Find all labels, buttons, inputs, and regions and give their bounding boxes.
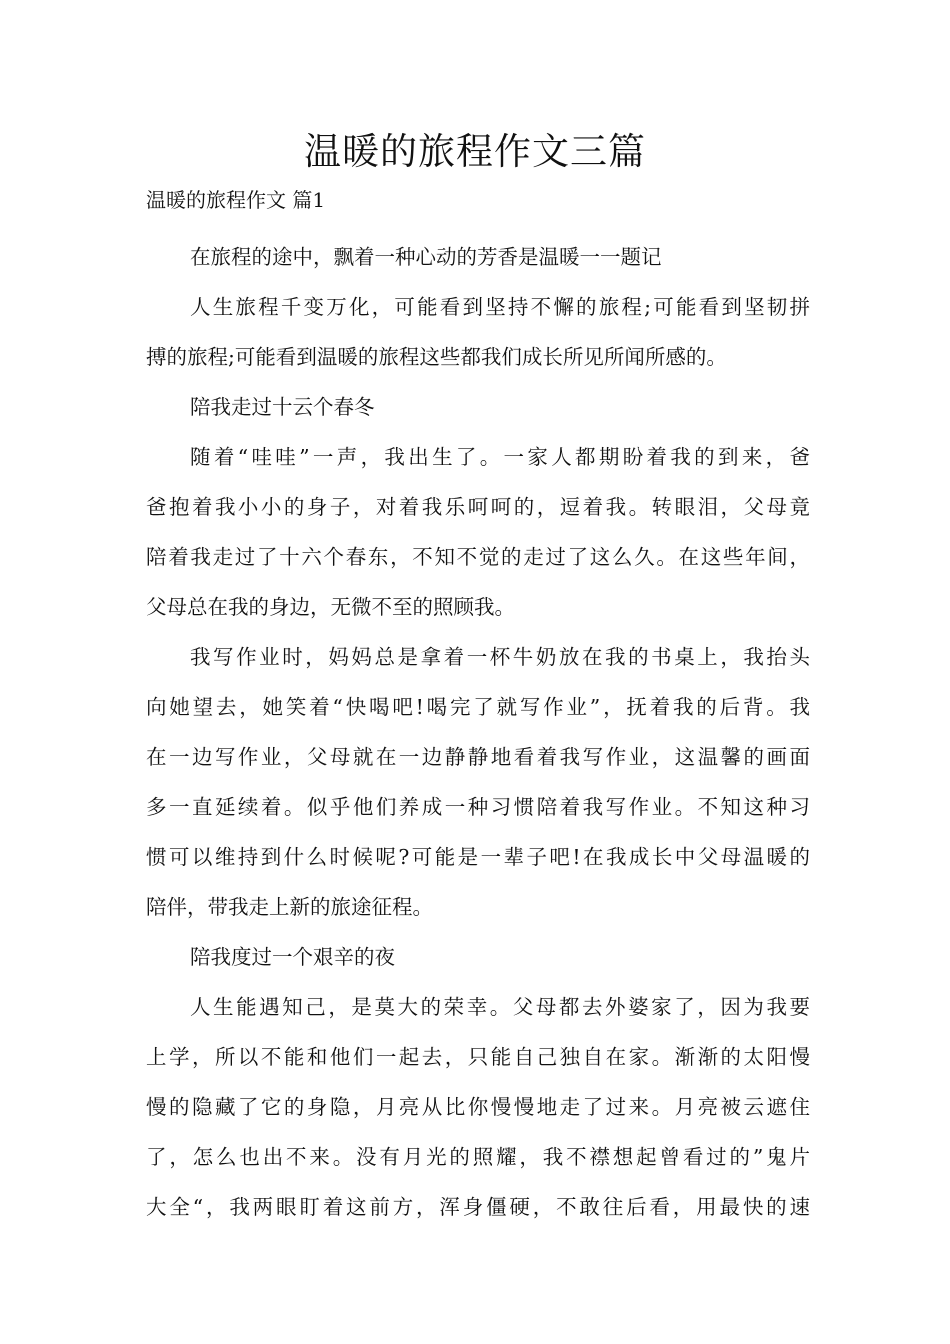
text-line: 陪伴，带我走上新的旅途征程。 [146, 895, 433, 919]
text-line: 父母总在我的身边，无微不至的照顾我。 [146, 595, 515, 619]
text-line: 了，怎么也出不来。没有月光的照耀，我不襟想起曾看过的”鬼片 [146, 1145, 810, 1169]
text-line: 大全“，我两眼盯着这前方，浑身僵硬，不敢往后看，用最快的速 [146, 1195, 810, 1219]
text-line: 搏的旅程;可能看到温暖的旅程这些都我们成长所见所闻所感的。 [146, 345, 727, 369]
document-title: 温暖的旅程作文三篇 [304, 130, 646, 173]
text-line: 多一直延续着。似乎他们养成一种习惯陪着我写作业。不知这种习 [146, 795, 810, 819]
text-line: 陪着我走过了十六个春东，不知不觉的走过了这么久。在这些年间， [146, 545, 810, 569]
document-body [146, 232, 810, 1232]
text-line: 陪我走过十云个春冬 [190, 395, 375, 419]
text-line: 慢的隐藏了它的身隐，月亮从比你慢慢地走了过来。月亮被云遮住 [146, 1095, 810, 1119]
text-line: 向她望去，她笑着“快喝吧!喝完了就写作业”，抚着我的后背。我 [146, 695, 810, 719]
text-line: 陪我度过一个艰辛的夜 [190, 945, 395, 969]
text-line: 人生旅程千变万化，可能看到坚持不懈的旅程;可能看到坚韧拼 [190, 295, 810, 319]
text-line: 人生能遇知己，是莫大的荣幸。父母都去外婆家了，因为我要 [190, 995, 810, 1019]
text-line: 爸抱着我小小的身子，对着我乐呵呵的，逗着我。转眼泪，父母竟 [146, 495, 810, 519]
text-line: 我写作业时，妈妈总是拿着一杯牛奶放在我的书桌上，我抬头 [190, 645, 810, 669]
text-line: 随着“哇哇”一声，我出生了。一家人都期盼着我的到来，爸 [190, 445, 810, 469]
text-line: 惯可以维持到什么时候呢?可能是一辈子吧!在我成长中父母温暖的 [146, 845, 810, 869]
text-line: 上学，所以不能和他们一起去，只能自己独自在家。渐渐的太阳慢 [146, 1045, 810, 1069]
document-subtitle: 温暖的旅程作文 篇1 [146, 188, 326, 212]
text-line: 在一边写作业，父母就在一边静静地看着我写作业，这温馨的画面 [146, 745, 810, 769]
text-line: 在旅程的途中，飘着一种心动的芳香是温暖一一题记 [190, 245, 662, 269]
